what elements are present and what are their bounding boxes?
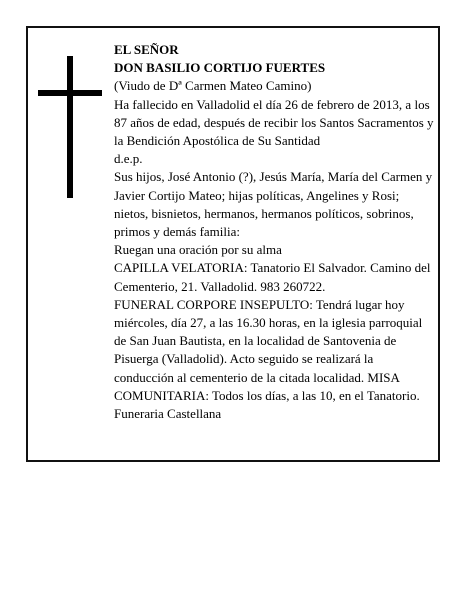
prayer-line: Ruegan una oración por su alma [114, 242, 282, 258]
widower-line: (Viudo de Dª Carmen Mateo Camino) [114, 78, 312, 94]
funeral-paragraph: FUNERAL CORPORE INSEPULTO: Tendrá lugar hoy miércoles, día 27, a las 16.30 horas, en la iglesia parroquial de San Juan Bautista, en la localidad de Santovenia de Pisuerga (Valladolid). Acto seguido se realizará la conducción al cementerio de la citada localidad. MISA COMUNITARIA: Todos los días, a las 10, en el Tanatorio. [114, 296, 423, 403]
dep-line: d.e.p. [114, 151, 143, 167]
notice-text [114, 41, 434, 423]
family-paragraph: Sus hijos, José Antonio (?), Jesús María, María del Carmen y Javier Cortijo Mateo; hijas políticas, Angelines y Rosi; nietos, bisnietos, hermanos, hermanos políticos, sobrinos, primos y demás familia: [114, 169, 433, 240]
funeral-home: Funeraria Castellana [114, 406, 222, 422]
death-paragraph: Ha fallecido en Valladolid el día 26 de febrero de 2013, a los 87 años de edad, después de recibir los Santos Sacramentos y la Bendición Apostólica de Su Santidad [114, 96, 434, 149]
chapel-paragraph: CAPILLA VELATORIA: Tanatorio El Salvador. Camino del Cementerio, 21. Valladolid. 983 260722. [114, 260, 431, 294]
deceased-name: DON BASILIO CORTIJO FUERTES [114, 60, 326, 76]
cross-horizontal-bar [38, 90, 102, 96]
cross-vertical-bar [67, 56, 73, 198]
heading-title: EL SEÑOR [114, 42, 179, 57]
obituary-notice [26, 26, 440, 462]
